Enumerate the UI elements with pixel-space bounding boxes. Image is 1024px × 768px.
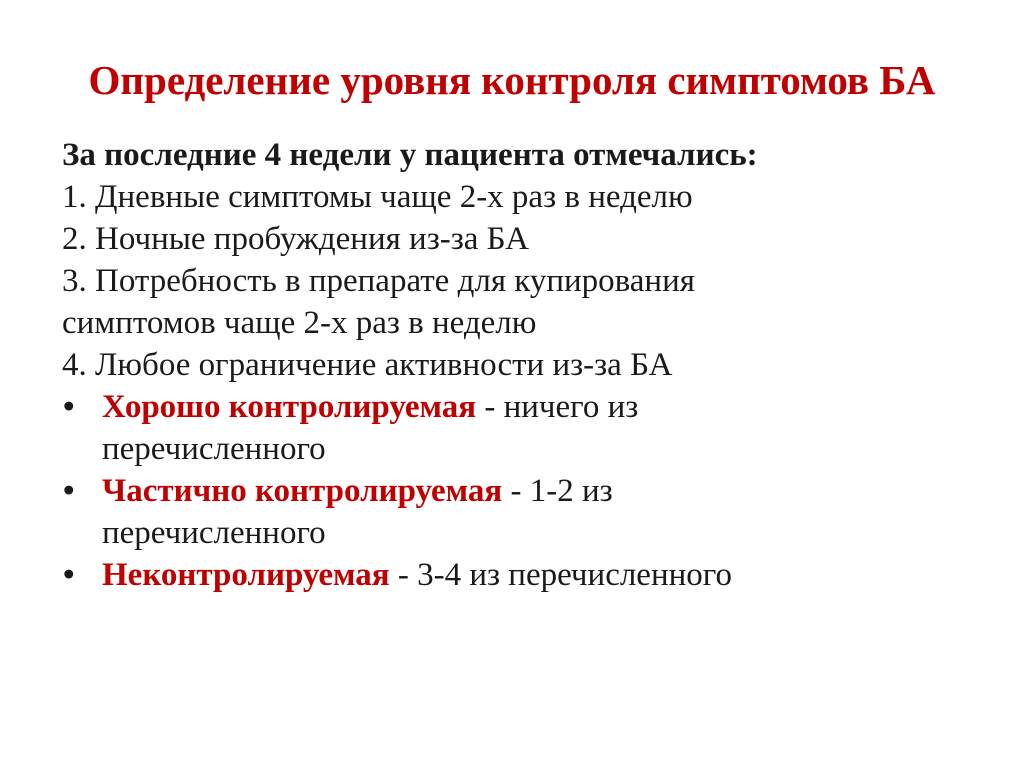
bullet-marker: • [63, 473, 75, 509]
bullet-marker: • [63, 557, 75, 593]
intro-text: За последние 4 недели у пациента отмечались: [62, 137, 758, 173]
slide-title: Определение уровня контроля симптомов БА [88, 57, 936, 103]
level-description: - 3-4 из перечисленного [389, 557, 732, 593]
level-description-continued: перечисленного [102, 515, 326, 551]
criterion-4: 4. Любое ограничение активности из-за БА [62, 347, 673, 383]
level-name: Частично контролируемая [102, 473, 503, 509]
level-description: - ничего из [476, 389, 639, 425]
criterion-2: 2. Ночные пробуждения из-за БА [62, 221, 530, 257]
level-description: - 1-2 из [502, 473, 613, 509]
level-partly-controlled [62, 470, 982, 554]
bullet-marker: • [63, 389, 75, 425]
level-well-controlled [62, 386, 982, 470]
level-name: Хорошо контролируемая [102, 389, 477, 425]
criterion-3-continued: симптомов чаще 2-х раз в неделю [62, 305, 537, 341]
level-name: Неконтролируемая [102, 557, 390, 593]
slide-body [62, 134, 982, 596]
level-description-continued: перечисленного [102, 431, 326, 467]
criterion-3: 3. Потребность в препарате для купирования [62, 263, 695, 299]
level-uncontrolled [62, 554, 982, 596]
criterion-1: 1. Дневные симптомы чаще 2-х раз в неделю [62, 179, 693, 215]
